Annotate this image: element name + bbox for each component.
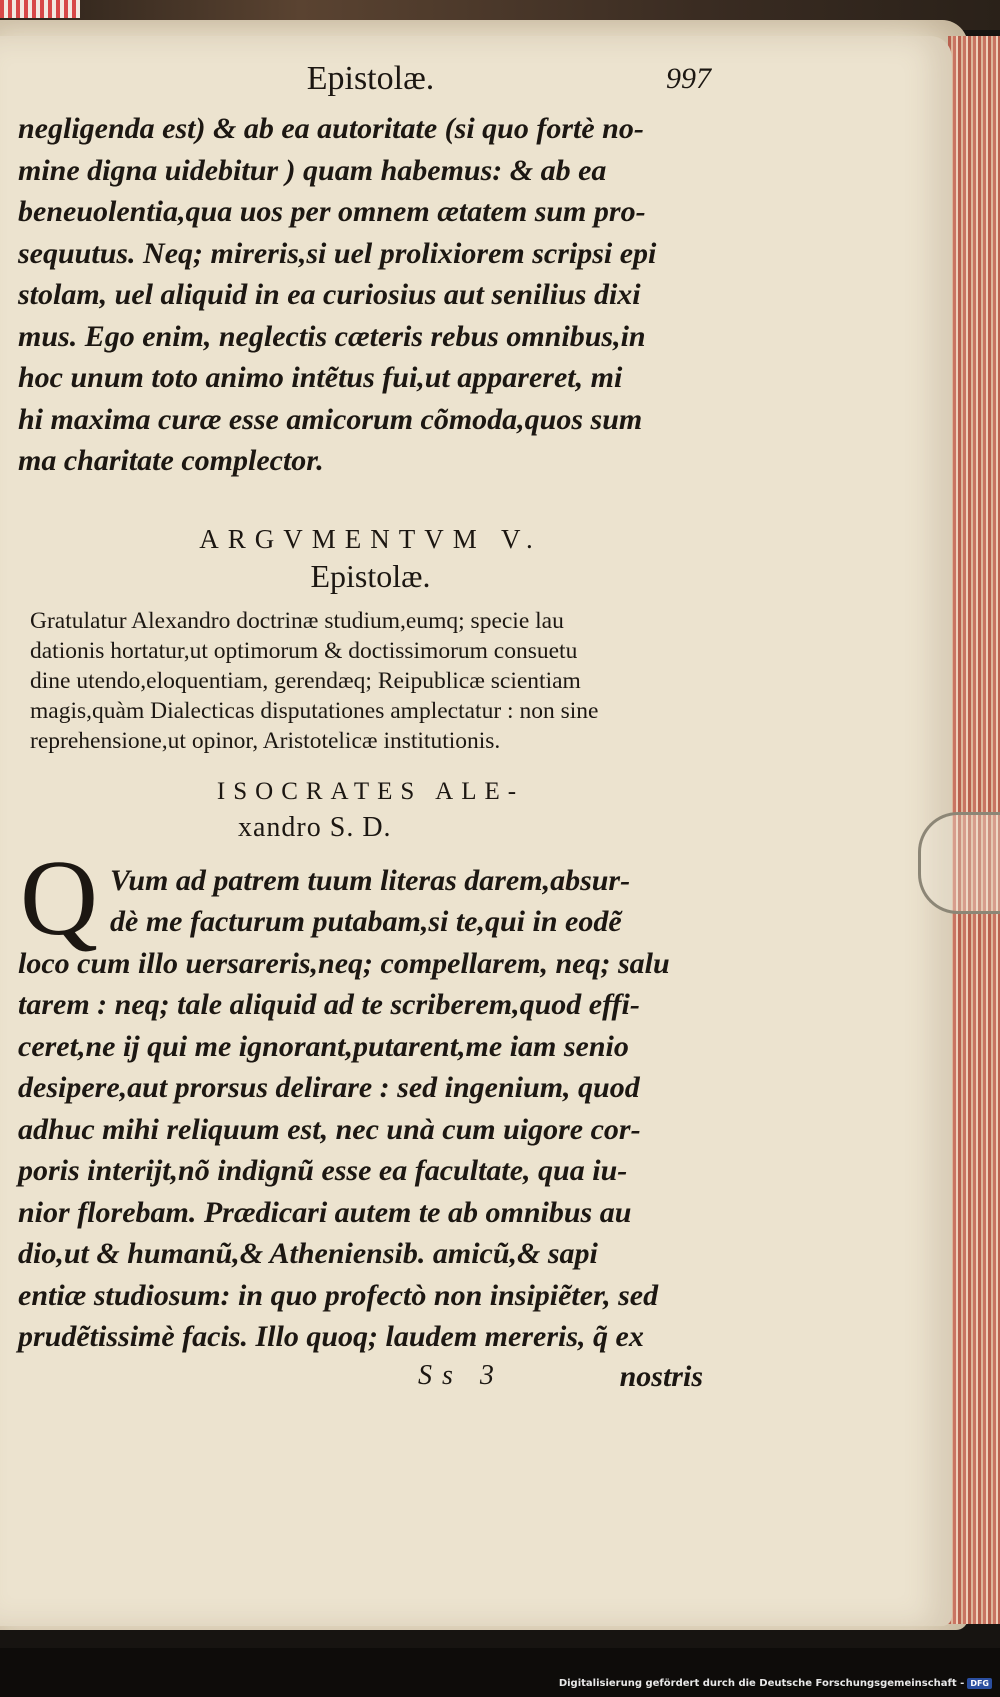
signature-mark: Ss 3 bbox=[418, 1359, 504, 1391]
text-line: dio,ut & humanũ,& Atheniensib. amicũ,& sapi bbox=[18, 1237, 598, 1270]
bottom-bar bbox=[0, 1648, 1000, 1697]
page-footer bbox=[18, 1360, 723, 1402]
text-line: mine digna uidebitur ) quam habemus: & ab ea bbox=[18, 153, 607, 187]
text-line: Vum ad patrem tuum literas darem,absur- bbox=[110, 863, 631, 897]
text-line: entiæ studiosum: in quo profectò non insipiẽter, sed bbox=[18, 1278, 659, 1312]
text-line: mus. Ego enim, neglectis cæteris rebus omnibus,in bbox=[18, 319, 646, 353]
summary-line: Gratulatur Alexandro doctrinæ studium,eumq; specie lau bbox=[30, 607, 564, 634]
text-line: negligenda est) & ab ea autoritate (si quo fortè no- bbox=[18, 112, 644, 145]
letter-body bbox=[18, 838, 723, 1358]
summary-line: dationis hortatur,ut optimorum & doctissimorum consuetu bbox=[30, 637, 578, 664]
text-line: loco cum illo uersareris,neq; compellarem, neq; salu bbox=[18, 946, 670, 980]
text-line: beneuolentia,qua uos per omnem ætatem sum pro- bbox=[18, 195, 646, 228]
text-line: nior florebam. Prædicari autem te ab omnibus au bbox=[18, 1195, 632, 1229]
running-title: Epistolæ. bbox=[306, 60, 435, 97]
text-line: stolam, uel aliquid in ea curiosius aut senilius dixi bbox=[18, 278, 641, 311]
text-line: adhuc mihi reliquum est, nec unà cum uigore cor- bbox=[18, 1112, 641, 1146]
text-line: poris interijt,nõ indignũ esse ea facultate, qua iu- bbox=[18, 1154, 628, 1187]
text-line: desipere,aut prorsus delirare : sed ingenium, quod bbox=[18, 1071, 640, 1104]
text-line: tarem : neq; tale aliquid ad te scriberem,quod effi- bbox=[18, 988, 640, 1021]
salutation-line-2: xandro S. D. bbox=[238, 811, 392, 843]
text-line: prudẽtissimè facis. Illo quoq; laudem mereris, q̃ ex bbox=[18, 1320, 644, 1353]
argument-heading: ARGVMENTVM V. bbox=[199, 523, 542, 554]
page-text bbox=[18, 60, 723, 1402]
page-header bbox=[18, 60, 723, 108]
bookmark-ribbon bbox=[0, 0, 80, 18]
text-line: sequutus. Neq; mireris,si uel prolixiorem scripsi epi bbox=[18, 236, 657, 270]
text-line: dè me facturum putabam,si te,qui in eodẽ bbox=[110, 905, 622, 938]
letter-ending bbox=[18, 108, 723, 482]
catchword: nostris bbox=[619, 1359, 703, 1393]
text-line: hi maxima curæ esse amicorum cõmoda,quos sum bbox=[18, 402, 643, 436]
page-number: 997 bbox=[666, 62, 711, 95]
text-line: ma charitate complector. bbox=[18, 444, 324, 477]
credit-text: Digitalisierung gefördert durch die Deutsche Forschungsgemeinschaft - bbox=[558, 1678, 965, 1689]
text-line: hoc unum toto animo intẽtus fui,ut appareret, mi bbox=[18, 361, 623, 394]
salutation-line-1: ISOCRATES ALE- bbox=[216, 777, 525, 805]
digitization-credit bbox=[559, 1678, 992, 1689]
argument-subheading: Epistolæ. bbox=[310, 557, 431, 594]
argument-summary bbox=[18, 606, 723, 756]
drop-cap: Q bbox=[20, 838, 98, 958]
summary-line: reprehensione,ut opinor, Aristotelicæ institutionis. bbox=[30, 727, 501, 754]
text-line: ceret,ne ij qui me ignorant,putarent,me iam senio bbox=[18, 1029, 629, 1063]
summary-line: magis,quàm Dialecticas disputationes amplectatur : non sine bbox=[30, 697, 599, 724]
summary-line: dine utendo,eloquentiam, gerendæq; Reipublicæ scientiam bbox=[30, 667, 581, 694]
page-clip bbox=[918, 812, 1000, 914]
dfg-logo-icon: DFG bbox=[967, 1678, 992, 1689]
